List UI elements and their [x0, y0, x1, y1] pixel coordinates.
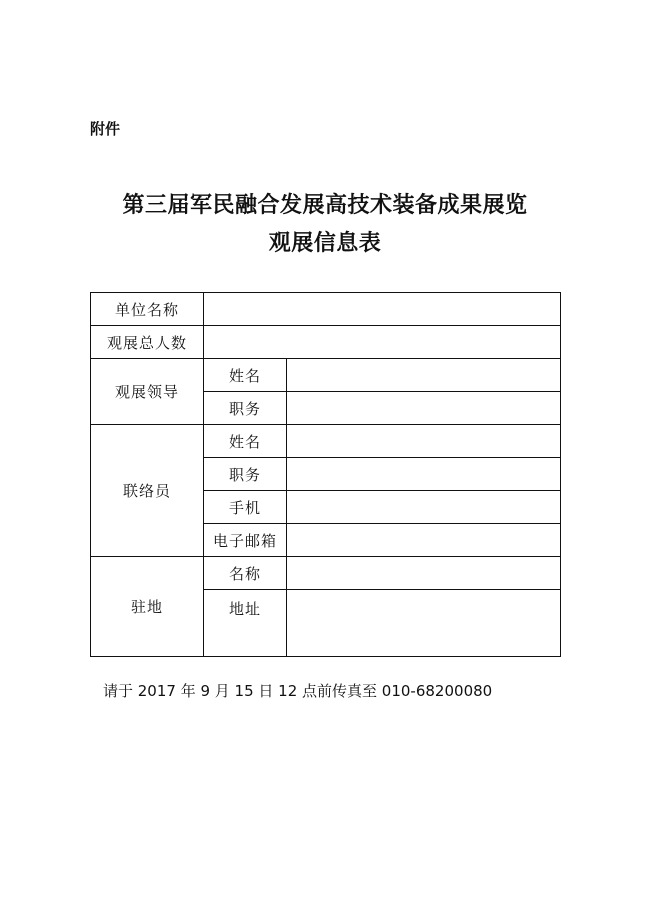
document-subtitle: 观展信息表 [268, 230, 382, 256]
contact-position-label: 职务 [204, 458, 287, 491]
contact-phone-field[interactable] [287, 491, 561, 524]
leader-group-label: 观展领导 [91, 359, 204, 425]
contact-name-label: 姓名 [204, 425, 287, 458]
station-name-label: 名称 [204, 557, 287, 590]
contact-position-field[interactable] [287, 458, 561, 491]
table-row [91, 557, 561, 590]
table-row [91, 425, 561, 458]
contact-email-label: 电子邮箱 [204, 524, 287, 557]
leader-name-label: 姓名 [204, 359, 287, 392]
document-title: 第三届军民融合发展高技术装备成果展览 [122, 192, 528, 218]
station-address-label: 地址 [204, 590, 287, 657]
contact-group-label: 联络员 [91, 425, 204, 557]
table-row [91, 359, 561, 392]
station-group-label: 驻地 [91, 557, 204, 657]
table-row [91, 293, 561, 326]
contact-name-field[interactable] [287, 425, 561, 458]
contact-email-field[interactable] [287, 524, 561, 557]
visitor-count-label: 观展总人数 [91, 326, 204, 359]
unit-name-label: 单位名称 [91, 293, 204, 326]
station-name-field[interactable] [287, 557, 561, 590]
unit-name-field[interactable] [204, 293, 561, 326]
leader-name-field[interactable] [287, 359, 561, 392]
leader-position-label: 职务 [204, 392, 287, 425]
attachment-label: 附件 [90, 120, 121, 138]
info-form-table [90, 292, 561, 657]
leader-position-field[interactable] [287, 392, 561, 425]
visitor-count-field[interactable] [204, 326, 561, 359]
fax-deadline-note: 请于 2017 年 9 月 15 日 12 点前传真至 010-68200080 [103, 682, 493, 700]
table-row [91, 326, 561, 359]
contact-phone-label: 手机 [204, 491, 287, 524]
station-address-field[interactable] [287, 590, 561, 657]
